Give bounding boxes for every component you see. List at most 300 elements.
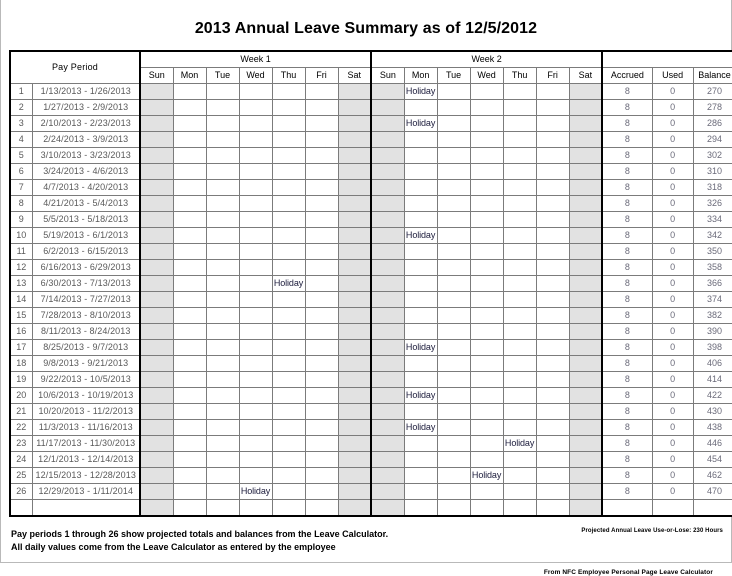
cell-w2-sat[interactable] — [569, 500, 602, 517]
cell-w1-sat[interactable] — [338, 244, 371, 260]
cell-w1-thu[interactable] — [272, 436, 305, 452]
cell-w1-wed[interactable] — [239, 420, 272, 436]
cell-w2-wed[interactable] — [470, 372, 503, 388]
cell-w1-mon[interactable] — [173, 260, 206, 276]
cell-w1-sun[interactable] — [140, 436, 173, 452]
cell-w2-tue[interactable] — [437, 340, 470, 356]
cell-w1-tue[interactable] — [206, 372, 239, 388]
cell-w1-thu[interactable] — [272, 148, 305, 164]
cell-w1-fri[interactable] — [305, 292, 338, 308]
cell-w1-thu[interactable] — [272, 324, 305, 340]
cell-w2-thu[interactable] — [503, 372, 536, 388]
cell-w1-fri[interactable] — [305, 212, 338, 228]
cell-w2-mon[interactable] — [404, 260, 437, 276]
cell-w2-wed[interactable] — [470, 244, 503, 260]
cell-w2-mon[interactable] — [404, 500, 437, 517]
cell-w2-sat[interactable] — [569, 292, 602, 308]
cell-w2-tue[interactable] — [437, 100, 470, 116]
cell-w2-tue[interactable] — [437, 116, 470, 132]
cell-w2-tue[interactable] — [437, 372, 470, 388]
cell-w2-sun[interactable] — [371, 388, 404, 404]
cell-w1-fri[interactable] — [305, 196, 338, 212]
cell-w1-sun[interactable] — [140, 356, 173, 372]
cell-w1-thu[interactable] — [272, 100, 305, 116]
cell-w1-thu[interactable] — [272, 420, 305, 436]
cell-w2-tue[interactable] — [437, 276, 470, 292]
cell-w1-thu-holiday[interactable] — [272, 276, 305, 292]
cell-w1-tue[interactable] — [206, 292, 239, 308]
cell-w2-sat[interactable] — [569, 452, 602, 468]
cell-w1-mon[interactable] — [173, 372, 206, 388]
cell-w2-mon[interactable] — [404, 164, 437, 180]
cell-w2-mon[interactable] — [404, 452, 437, 468]
cell-w1-fri[interactable] — [305, 132, 338, 148]
cell-w1-sat[interactable] — [338, 164, 371, 180]
cell-w2-tue[interactable] — [437, 164, 470, 180]
cell-w1-sun[interactable] — [140, 388, 173, 404]
cell-w1-fri[interactable] — [305, 84, 338, 100]
cell-w1-wed[interactable] — [239, 324, 272, 340]
cell-w1-thu[interactable] — [272, 500, 305, 517]
cell-w1-thu[interactable] — [272, 308, 305, 324]
cell-w1-thu[interactable] — [272, 340, 305, 356]
cell-w2-thu-holiday[interactable] — [503, 436, 536, 452]
cell-w1-wed[interactable] — [239, 276, 272, 292]
cell-w1-thu[interactable] — [272, 132, 305, 148]
cell-w1-tue[interactable] — [206, 452, 239, 468]
cell-w1-wed-holiday[interactable] — [239, 484, 272, 500]
cell-w1-wed[interactable] — [239, 244, 272, 260]
cell-w2-sun[interactable] — [371, 340, 404, 356]
cell-w1-wed[interactable] — [239, 100, 272, 116]
cell-w2-fri[interactable] — [536, 148, 569, 164]
cell-w2-tue[interactable] — [437, 244, 470, 260]
cell-w1-sat[interactable] — [338, 260, 371, 276]
cell-w1-wed[interactable] — [239, 388, 272, 404]
cell-w1-fri[interactable] — [305, 404, 338, 420]
cell-w1-thu[interactable] — [272, 164, 305, 180]
cell-w2-sat[interactable] — [569, 308, 602, 324]
cell-w1-wed[interactable] — [239, 500, 272, 517]
cell-w2-fri[interactable] — [536, 436, 569, 452]
cell-w1-mon[interactable] — [173, 132, 206, 148]
cell-w1-wed[interactable] — [239, 340, 272, 356]
cell-w1-thu[interactable] — [272, 468, 305, 484]
cell-w2-mon[interactable] — [404, 132, 437, 148]
cell-w2-fri[interactable] — [536, 196, 569, 212]
cell-w1-wed[interactable] — [239, 308, 272, 324]
cell-w1-sat[interactable] — [338, 276, 371, 292]
cell-w1-sun[interactable] — [140, 116, 173, 132]
cell-w2-sun[interactable] — [371, 244, 404, 260]
cell-w1-fri[interactable] — [305, 324, 338, 340]
cell-w1-wed[interactable] — [239, 468, 272, 484]
cell-w2-fri[interactable] — [536, 212, 569, 228]
cell-w2-tue[interactable] — [437, 404, 470, 420]
cell-w1-fri[interactable] — [305, 180, 338, 196]
cell-w2-wed[interactable] — [470, 340, 503, 356]
cell-w2-mon[interactable] — [404, 196, 437, 212]
cell-w2-tue[interactable] — [437, 260, 470, 276]
cell-w1-mon[interactable] — [173, 356, 206, 372]
cell-w1-mon[interactable] — [173, 484, 206, 500]
cell-w1-thu[interactable] — [272, 116, 305, 132]
cell-w2-fri[interactable] — [536, 308, 569, 324]
cell-w1-sat[interactable] — [338, 180, 371, 196]
cell-w2-tue[interactable] — [437, 196, 470, 212]
cell-w1-sun[interactable] — [140, 276, 173, 292]
cell-w2-mon[interactable] — [404, 180, 437, 196]
cell-w1-mon[interactable] — [173, 164, 206, 180]
cell-w2-sat[interactable] — [569, 404, 602, 420]
cell-w2-mon[interactable] — [404, 324, 437, 340]
cell-w2-fri[interactable] — [536, 452, 569, 468]
cell-w1-sat[interactable] — [338, 324, 371, 340]
cell-w1-mon[interactable] — [173, 388, 206, 404]
cell-w2-fri[interactable] — [536, 324, 569, 340]
cell-w1-tue[interactable] — [206, 148, 239, 164]
cell-w1-thu[interactable] — [272, 404, 305, 420]
cell-w1-wed[interactable] — [239, 356, 272, 372]
cell-w2-thu[interactable] — [503, 164, 536, 180]
cell-w1-sat[interactable] — [338, 100, 371, 116]
cell-w2-sat[interactable] — [569, 372, 602, 388]
cell-w1-thu[interactable] — [272, 180, 305, 196]
cell-w2-wed[interactable] — [470, 148, 503, 164]
cell-w1-tue[interactable] — [206, 276, 239, 292]
cell-w2-wed[interactable] — [470, 484, 503, 500]
cell-w2-mon[interactable] — [404, 212, 437, 228]
cell-w1-mon[interactable] — [173, 116, 206, 132]
cell-w2-sat[interactable] — [569, 324, 602, 340]
cell-w2-wed[interactable] — [470, 388, 503, 404]
cell-w1-sat[interactable] — [338, 132, 371, 148]
cell-w2-sat[interactable] — [569, 84, 602, 100]
cell-w2-mon-holiday[interactable] — [404, 340, 437, 356]
cell-w1-mon[interactable] — [173, 324, 206, 340]
cell-w2-thu[interactable] — [503, 452, 536, 468]
cell-w1-sun[interactable] — [140, 308, 173, 324]
cell-w2-fri[interactable] — [536, 116, 569, 132]
cell-w1-fri[interactable] — [305, 148, 338, 164]
cell-w1-sun[interactable] — [140, 452, 173, 468]
cell-w1-sat[interactable] — [338, 212, 371, 228]
cell-w2-fri[interactable] — [536, 468, 569, 484]
cell-w1-thu[interactable] — [272, 196, 305, 212]
cell-w2-tue[interactable] — [437, 468, 470, 484]
cell-w2-fri[interactable] — [536, 260, 569, 276]
cell-w1-mon[interactable] — [173, 292, 206, 308]
cell-w2-sun[interactable] — [371, 292, 404, 308]
cell-w2-mon[interactable] — [404, 404, 437, 420]
cell-w1-sat[interactable] — [338, 340, 371, 356]
cell-w1-fri[interactable] — [305, 228, 338, 244]
cell-w1-mon[interactable] — [173, 452, 206, 468]
cell-w1-wed[interactable] — [239, 180, 272, 196]
cell-w1-thu[interactable] — [272, 212, 305, 228]
cell-w1-tue[interactable] — [206, 260, 239, 276]
cell-w2-thu[interactable] — [503, 292, 536, 308]
cell-w1-sun[interactable] — [140, 420, 173, 436]
cell-w2-sat[interactable] — [569, 228, 602, 244]
cell-w2-mon[interactable] — [404, 484, 437, 500]
cell-w1-fri[interactable] — [305, 340, 338, 356]
cell-w2-thu[interactable] — [503, 180, 536, 196]
cell-w1-sun[interactable] — [140, 100, 173, 116]
cell-w2-sun[interactable] — [371, 228, 404, 244]
cell-w2-tue[interactable] — [437, 420, 470, 436]
cell-w2-sat[interactable] — [569, 132, 602, 148]
cell-w1-tue[interactable] — [206, 404, 239, 420]
cell-w2-thu[interactable] — [503, 308, 536, 324]
cell-w1-sun[interactable] — [140, 340, 173, 356]
cell-w1-wed[interactable] — [239, 372, 272, 388]
cell-w2-sun[interactable] — [371, 404, 404, 420]
cell-w1-thu[interactable] — [272, 244, 305, 260]
cell-w1-wed[interactable] — [239, 260, 272, 276]
cell-w2-mon[interactable] — [404, 468, 437, 484]
cell-w1-fri[interactable] — [305, 500, 338, 517]
cell-w2-sun[interactable] — [371, 132, 404, 148]
cell-w1-thu[interactable] — [272, 388, 305, 404]
cell-w2-thu[interactable] — [503, 276, 536, 292]
cell-w2-thu[interactable] — [503, 340, 536, 356]
cell-w2-wed[interactable] — [470, 84, 503, 100]
cell-w1-fri[interactable] — [305, 276, 338, 292]
cell-w2-sat[interactable] — [569, 244, 602, 260]
cell-w1-mon[interactable] — [173, 100, 206, 116]
cell-w1-tue[interactable] — [206, 500, 239, 517]
cell-w2-wed[interactable] — [470, 436, 503, 452]
cell-w1-tue[interactable] — [206, 324, 239, 340]
cell-w2-tue[interactable] — [437, 212, 470, 228]
cell-w2-sat[interactable] — [569, 388, 602, 404]
cell-w2-thu[interactable] — [503, 196, 536, 212]
cell-w1-sat[interactable] — [338, 148, 371, 164]
cell-w2-sat[interactable] — [569, 468, 602, 484]
cell-w1-fri[interactable] — [305, 452, 338, 468]
cell-w1-fri[interactable] — [305, 164, 338, 180]
cell-w2-sun[interactable] — [371, 372, 404, 388]
cell-w1-sat[interactable] — [338, 436, 371, 452]
cell-w1-sun[interactable] — [140, 132, 173, 148]
cell-w1-mon[interactable] — [173, 148, 206, 164]
cell-w2-wed[interactable] — [470, 180, 503, 196]
cell-w2-thu[interactable] — [503, 100, 536, 116]
cell-w1-thu[interactable] — [272, 228, 305, 244]
cell-w2-thu[interactable] — [503, 404, 536, 420]
cell-w1-mon[interactable] — [173, 276, 206, 292]
cell-w2-mon[interactable] — [404, 276, 437, 292]
cell-w1-tue[interactable] — [206, 164, 239, 180]
cell-w1-sat[interactable] — [338, 484, 371, 500]
cell-w2-fri[interactable] — [536, 132, 569, 148]
cell-w2-fri[interactable] — [536, 244, 569, 260]
cell-w1-sun[interactable] — [140, 500, 173, 517]
cell-w1-tue[interactable] — [206, 308, 239, 324]
cell-w2-sun[interactable] — [371, 468, 404, 484]
cell-w1-fri[interactable] — [305, 260, 338, 276]
cell-w2-thu[interactable] — [503, 388, 536, 404]
cell-w1-tue[interactable] — [206, 100, 239, 116]
cell-w1-tue[interactable] — [206, 388, 239, 404]
cell-w2-sun[interactable] — [371, 452, 404, 468]
cell-w2-thu[interactable] — [503, 244, 536, 260]
cell-w1-mon[interactable] — [173, 228, 206, 244]
cell-w2-wed[interactable] — [470, 100, 503, 116]
cell-w2-mon[interactable] — [404, 100, 437, 116]
cell-w1-wed[interactable] — [239, 84, 272, 100]
cell-w2-fri[interactable] — [536, 356, 569, 372]
cell-w2-thu[interactable] — [503, 84, 536, 100]
cell-w1-mon[interactable] — [173, 308, 206, 324]
cell-w2-tue[interactable] — [437, 388, 470, 404]
cell-w2-thu[interactable] — [503, 420, 536, 436]
cell-w1-wed[interactable] — [239, 212, 272, 228]
cell-w2-sun[interactable] — [371, 148, 404, 164]
cell-w2-sun[interactable] — [371, 100, 404, 116]
cell-w1-fri[interactable] — [305, 356, 338, 372]
cell-w1-wed[interactable] — [239, 452, 272, 468]
cell-w1-thu[interactable] — [272, 84, 305, 100]
cell-w2-tue[interactable] — [437, 356, 470, 372]
cell-w2-mon[interactable] — [404, 292, 437, 308]
cell-w2-mon-holiday[interactable] — [404, 388, 437, 404]
cell-w2-sun[interactable] — [371, 484, 404, 500]
cell-w1-sun[interactable] — [140, 228, 173, 244]
cell-w2-thu[interactable] — [503, 260, 536, 276]
cell-w2-mon[interactable] — [404, 244, 437, 260]
cell-w1-mon[interactable] — [173, 436, 206, 452]
cell-w2-sat[interactable] — [569, 356, 602, 372]
cell-w1-tue[interactable] — [206, 84, 239, 100]
cell-w2-fri[interactable] — [536, 404, 569, 420]
cell-w1-fri[interactable] — [305, 484, 338, 500]
cell-w1-tue[interactable] — [206, 212, 239, 228]
cell-w1-fri[interactable] — [305, 388, 338, 404]
cell-w1-fri[interactable] — [305, 244, 338, 260]
cell-w1-tue[interactable] — [206, 356, 239, 372]
cell-w2-wed[interactable] — [470, 404, 503, 420]
cell-w2-fri[interactable] — [536, 292, 569, 308]
cell-w1-mon[interactable] — [173, 196, 206, 212]
cell-w2-tue[interactable] — [437, 324, 470, 340]
cell-w1-sun[interactable] — [140, 372, 173, 388]
cell-w2-thu[interactable] — [503, 356, 536, 372]
cell-w1-tue[interactable] — [206, 180, 239, 196]
cell-w2-thu[interactable] — [503, 212, 536, 228]
cell-w2-fri[interactable] — [536, 100, 569, 116]
cell-w2-sat[interactable] — [569, 212, 602, 228]
cell-w2-wed[interactable] — [470, 116, 503, 132]
cell-w2-sun[interactable] — [371, 500, 404, 517]
cell-w2-fri[interactable] — [536, 84, 569, 100]
cell-w1-sat[interactable] — [338, 420, 371, 436]
cell-w2-sat[interactable] — [569, 116, 602, 132]
cell-w2-sun[interactable] — [371, 196, 404, 212]
cell-w1-tue[interactable] — [206, 420, 239, 436]
cell-w2-sat[interactable] — [569, 340, 602, 356]
cell-w1-mon[interactable] — [173, 404, 206, 420]
cell-w1-sat[interactable] — [338, 196, 371, 212]
cell-w2-sun[interactable] — [371, 324, 404, 340]
cell-w2-mon-holiday[interactable] — [404, 420, 437, 436]
cell-w1-sun[interactable] — [140, 164, 173, 180]
cell-w1-wed[interactable] — [239, 164, 272, 180]
cell-w2-wed-holiday[interactable] — [470, 468, 503, 484]
cell-w2-thu[interactable] — [503, 324, 536, 340]
cell-w1-tue[interactable] — [206, 196, 239, 212]
cell-w1-tue[interactable] — [206, 468, 239, 484]
cell-w2-sun[interactable] — [371, 356, 404, 372]
cell-w2-tue[interactable] — [437, 308, 470, 324]
cell-w1-wed[interactable] — [239, 148, 272, 164]
cell-w2-tue[interactable] — [437, 132, 470, 148]
cell-w2-sat[interactable] — [569, 436, 602, 452]
cell-w2-sun[interactable] — [371, 436, 404, 452]
cell-w2-mon-holiday[interactable] — [404, 116, 437, 132]
cell-w1-sat[interactable] — [338, 84, 371, 100]
cell-w1-wed[interactable] — [239, 404, 272, 420]
cell-w1-wed[interactable] — [239, 292, 272, 308]
cell-w1-sun[interactable] — [140, 244, 173, 260]
cell-w1-tue[interactable] — [206, 116, 239, 132]
cell-w2-fri[interactable] — [536, 372, 569, 388]
cell-w1-sat[interactable] — [338, 500, 371, 517]
cell-w1-tue[interactable] — [206, 340, 239, 356]
cell-w1-sat[interactable] — [338, 292, 371, 308]
cell-w1-sun[interactable] — [140, 196, 173, 212]
cell-w2-thu[interactable] — [503, 500, 536, 517]
cell-w1-sun[interactable] — [140, 468, 173, 484]
cell-w2-wed[interactable] — [470, 308, 503, 324]
cell-w2-sun[interactable] — [371, 84, 404, 100]
cell-w1-sun[interactable] — [140, 148, 173, 164]
cell-w1-thu[interactable] — [272, 452, 305, 468]
cell-w1-mon[interactable] — [173, 500, 206, 517]
cell-w2-mon-holiday[interactable] — [404, 228, 437, 244]
cell-w1-tue[interactable] — [206, 244, 239, 260]
cell-w2-fri[interactable] — [536, 180, 569, 196]
cell-w1-mon[interactable] — [173, 340, 206, 356]
cell-w1-tue[interactable] — [206, 132, 239, 148]
cell-w1-mon[interactable] — [173, 244, 206, 260]
cell-w2-sat[interactable] — [569, 260, 602, 276]
cell-w2-tue[interactable] — [437, 484, 470, 500]
cell-w2-tue[interactable] — [437, 180, 470, 196]
cell-w2-mon-holiday[interactable] — [404, 84, 437, 100]
cell-w2-sun[interactable] — [371, 116, 404, 132]
cell-w2-thu[interactable] — [503, 484, 536, 500]
cell-w2-sun[interactable] — [371, 180, 404, 196]
cell-w2-thu[interactable] — [503, 148, 536, 164]
cell-w2-mon[interactable] — [404, 148, 437, 164]
cell-w1-sun[interactable] — [140, 324, 173, 340]
cell-w2-sat[interactable] — [569, 196, 602, 212]
cell-w2-mon[interactable] — [404, 372, 437, 388]
cell-w2-wed[interactable] — [470, 324, 503, 340]
cell-w1-tue[interactable] — [206, 228, 239, 244]
cell-w1-sat[interactable] — [338, 388, 371, 404]
cell-w1-sat[interactable] — [338, 116, 371, 132]
cell-w2-sat[interactable] — [569, 148, 602, 164]
cell-w1-mon[interactable] — [173, 468, 206, 484]
cell-w2-tue[interactable] — [437, 292, 470, 308]
cell-w2-sun[interactable] — [371, 420, 404, 436]
cell-w2-fri[interactable] — [536, 500, 569, 517]
cell-w2-tue[interactable] — [437, 148, 470, 164]
cell-w2-wed[interactable] — [470, 420, 503, 436]
